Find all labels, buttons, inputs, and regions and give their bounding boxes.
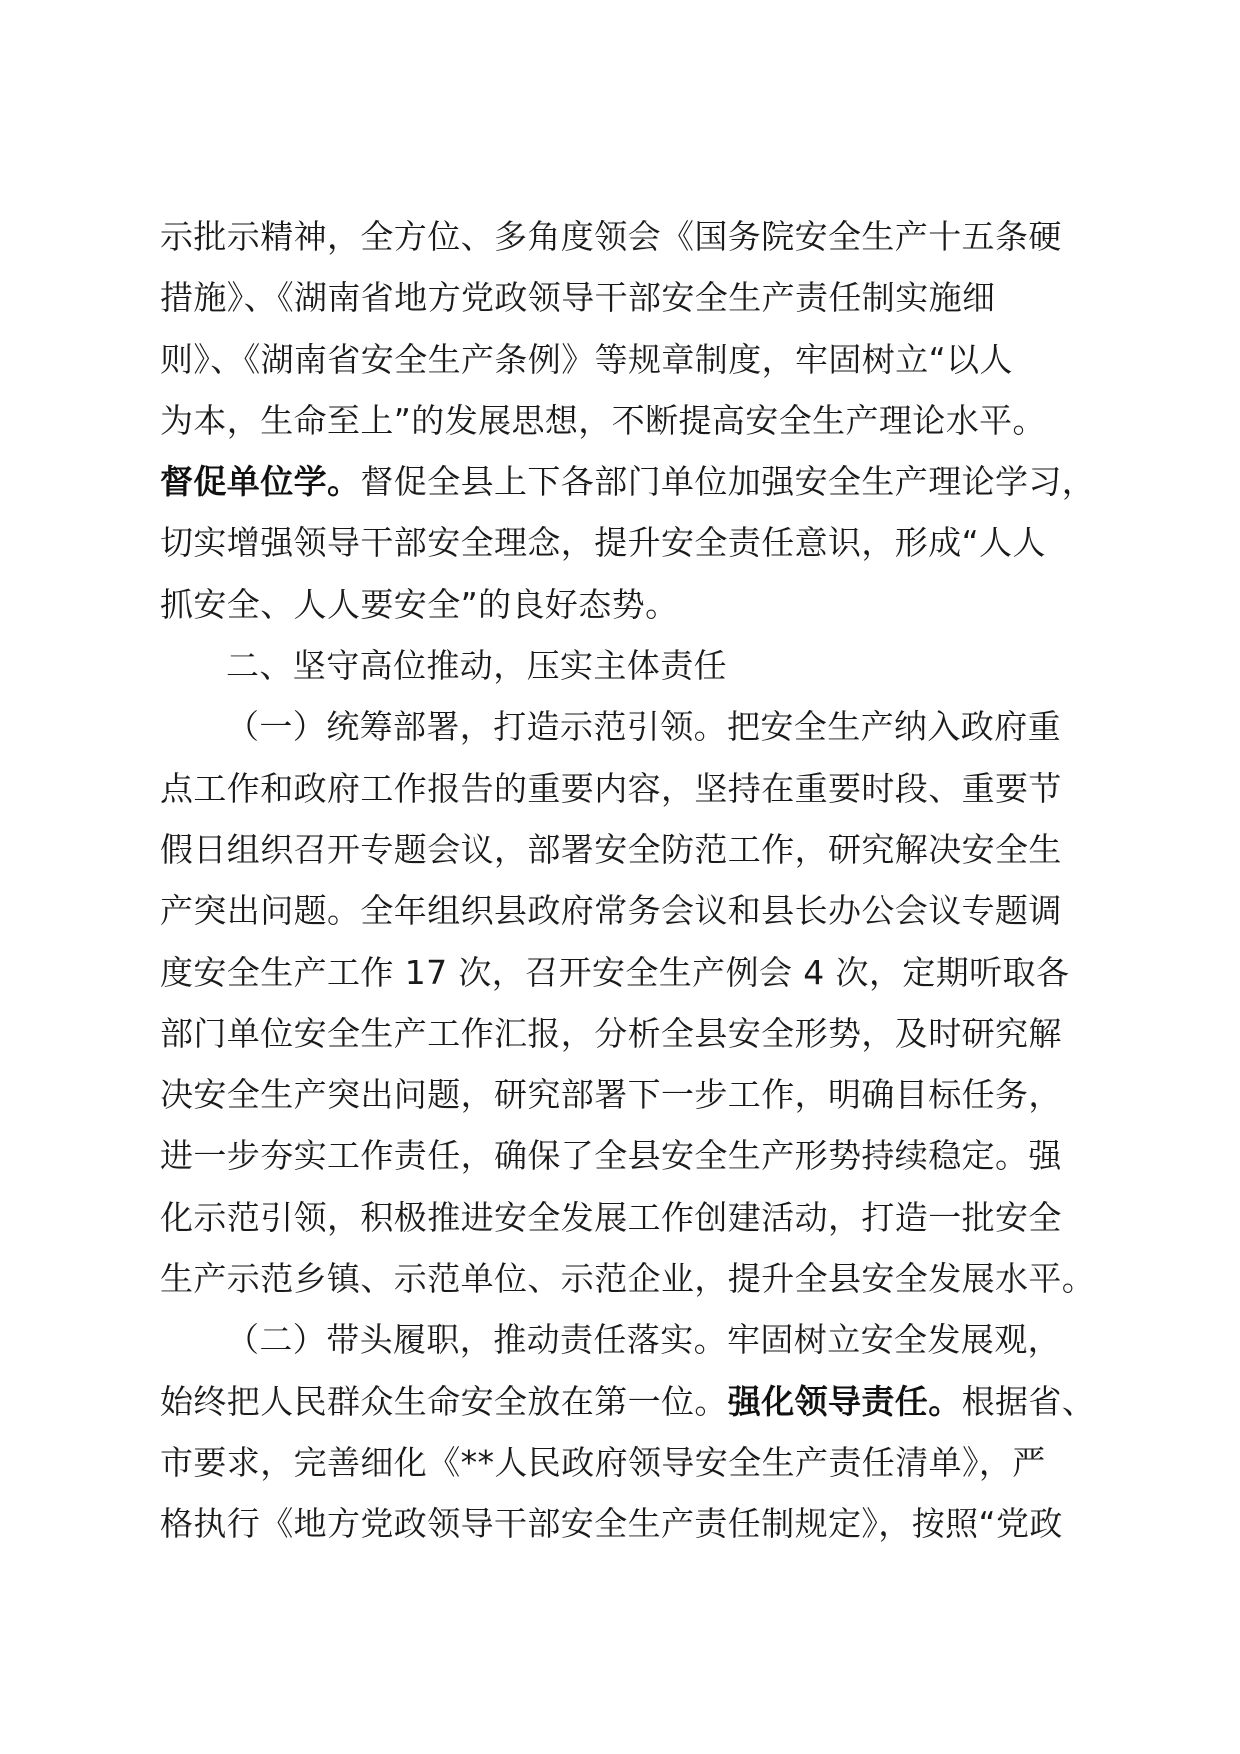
text-line bbox=[160, 1371, 1100, 1432]
bold-lead-heading: 强化领导责任。 bbox=[727, 1381, 962, 1421]
text-line bbox=[160, 451, 1100, 512]
text-line bbox=[160, 1432, 1100, 1493]
text-segment: 决安全生产突出问题，研究部署下一步工作，明确目标任务， bbox=[160, 1075, 1062, 1115]
subsection-paragraph-start bbox=[160, 1309, 1100, 1370]
section-heading bbox=[160, 635, 1100, 696]
text-line bbox=[160, 1064, 1100, 1125]
text-line bbox=[160, 1003, 1100, 1064]
text-line bbox=[160, 1248, 1100, 1309]
text-segment: 二、坚守高位推动，压实主体责任 bbox=[226, 646, 727, 686]
text-segment: 市要求，完善细化《**人民政府领导安全生产责任清单》，严 bbox=[160, 1442, 1046, 1482]
text-segment: 则》、《湖南省安全生产条例》等规章制度，牢固树立“以人 bbox=[160, 339, 1013, 379]
text-line bbox=[160, 206, 1100, 267]
bold-lead-heading: 督促单位学。 bbox=[160, 462, 361, 502]
text-segment: 点工作和政府工作报告的重要内容，坚持在重要时段、重要节 bbox=[160, 768, 1062, 808]
text-line bbox=[160, 390, 1100, 451]
text-line bbox=[160, 329, 1100, 390]
text-line bbox=[160, 942, 1100, 1003]
text-line bbox=[160, 880, 1100, 941]
text-segment: 部门单位安全生产工作汇报，分析全县安全形势，及时研究解 bbox=[160, 1013, 1062, 1053]
text-segment: 生产示范乡镇、示范单位、示范企业，提升全县安全发展水平。 bbox=[160, 1259, 1096, 1299]
text-line bbox=[160, 574, 1100, 635]
text-segment: 措施》、《湖南省地方党政领导干部安全生产责任制实施细 bbox=[160, 278, 996, 318]
text-segment: 假日组织召开专题会议，部署安全防范工作，研究解决安全生 bbox=[160, 829, 1062, 869]
text-line bbox=[160, 1125, 1100, 1186]
text-line bbox=[160, 758, 1100, 819]
text-segment: （一）统筹部署，打造示范引领。把安全生产纳入政府重 bbox=[226, 707, 1061, 747]
text-segment: 根据省、 bbox=[961, 1381, 1096, 1421]
text-segment: 抓安全、人人要安全”的良好态势。 bbox=[160, 584, 679, 624]
text-segment: 度安全生产工作 17 次，召开安全生产例会 4 次，定期听取各 bbox=[160, 952, 1070, 992]
text-segment: 督促全县上下各部门单位加强安全生产理论学习， bbox=[360, 462, 1096, 502]
text-segment: 格执行《地方党政领导干部安全生产责任制规定》，按照“党政 bbox=[160, 1504, 1063, 1544]
subsection-paragraph-start bbox=[160, 696, 1100, 757]
text-line bbox=[160, 1493, 1100, 1554]
text-segment: 为本，生命至上”的发展思想，不断提高安全生产理论水平。 bbox=[160, 400, 1046, 440]
body-text bbox=[160, 206, 1100, 1555]
text-segment: （二）带头履职，推动责任落实。牢固树立安全发展观， bbox=[226, 1320, 1061, 1360]
text-line bbox=[160, 1187, 1100, 1248]
text-segment: 始终把人民群众生命安全放在第一位。 bbox=[160, 1381, 728, 1421]
text-segment: 进一步夯实工作责任，确保了全县安全生产形势持续稳定。强 bbox=[160, 1136, 1062, 1176]
text-segment: 化示范引领，积极推进安全发展工作创建活动，打造一批安全 bbox=[160, 1197, 1062, 1237]
text-line bbox=[160, 267, 1100, 328]
text-segment: 切实增强领导干部安全理念，提升安全责任意识，形成“人人 bbox=[160, 523, 1046, 563]
text-line bbox=[160, 819, 1100, 880]
text-segment: 产突出问题。全年组织县政府常务会议和县长办公会议专题调 bbox=[160, 891, 1062, 931]
text-segment: 示批示精神，全方位、多角度领会《国务院安全生产十五条硬 bbox=[160, 217, 1062, 256]
text-line bbox=[160, 512, 1100, 573]
